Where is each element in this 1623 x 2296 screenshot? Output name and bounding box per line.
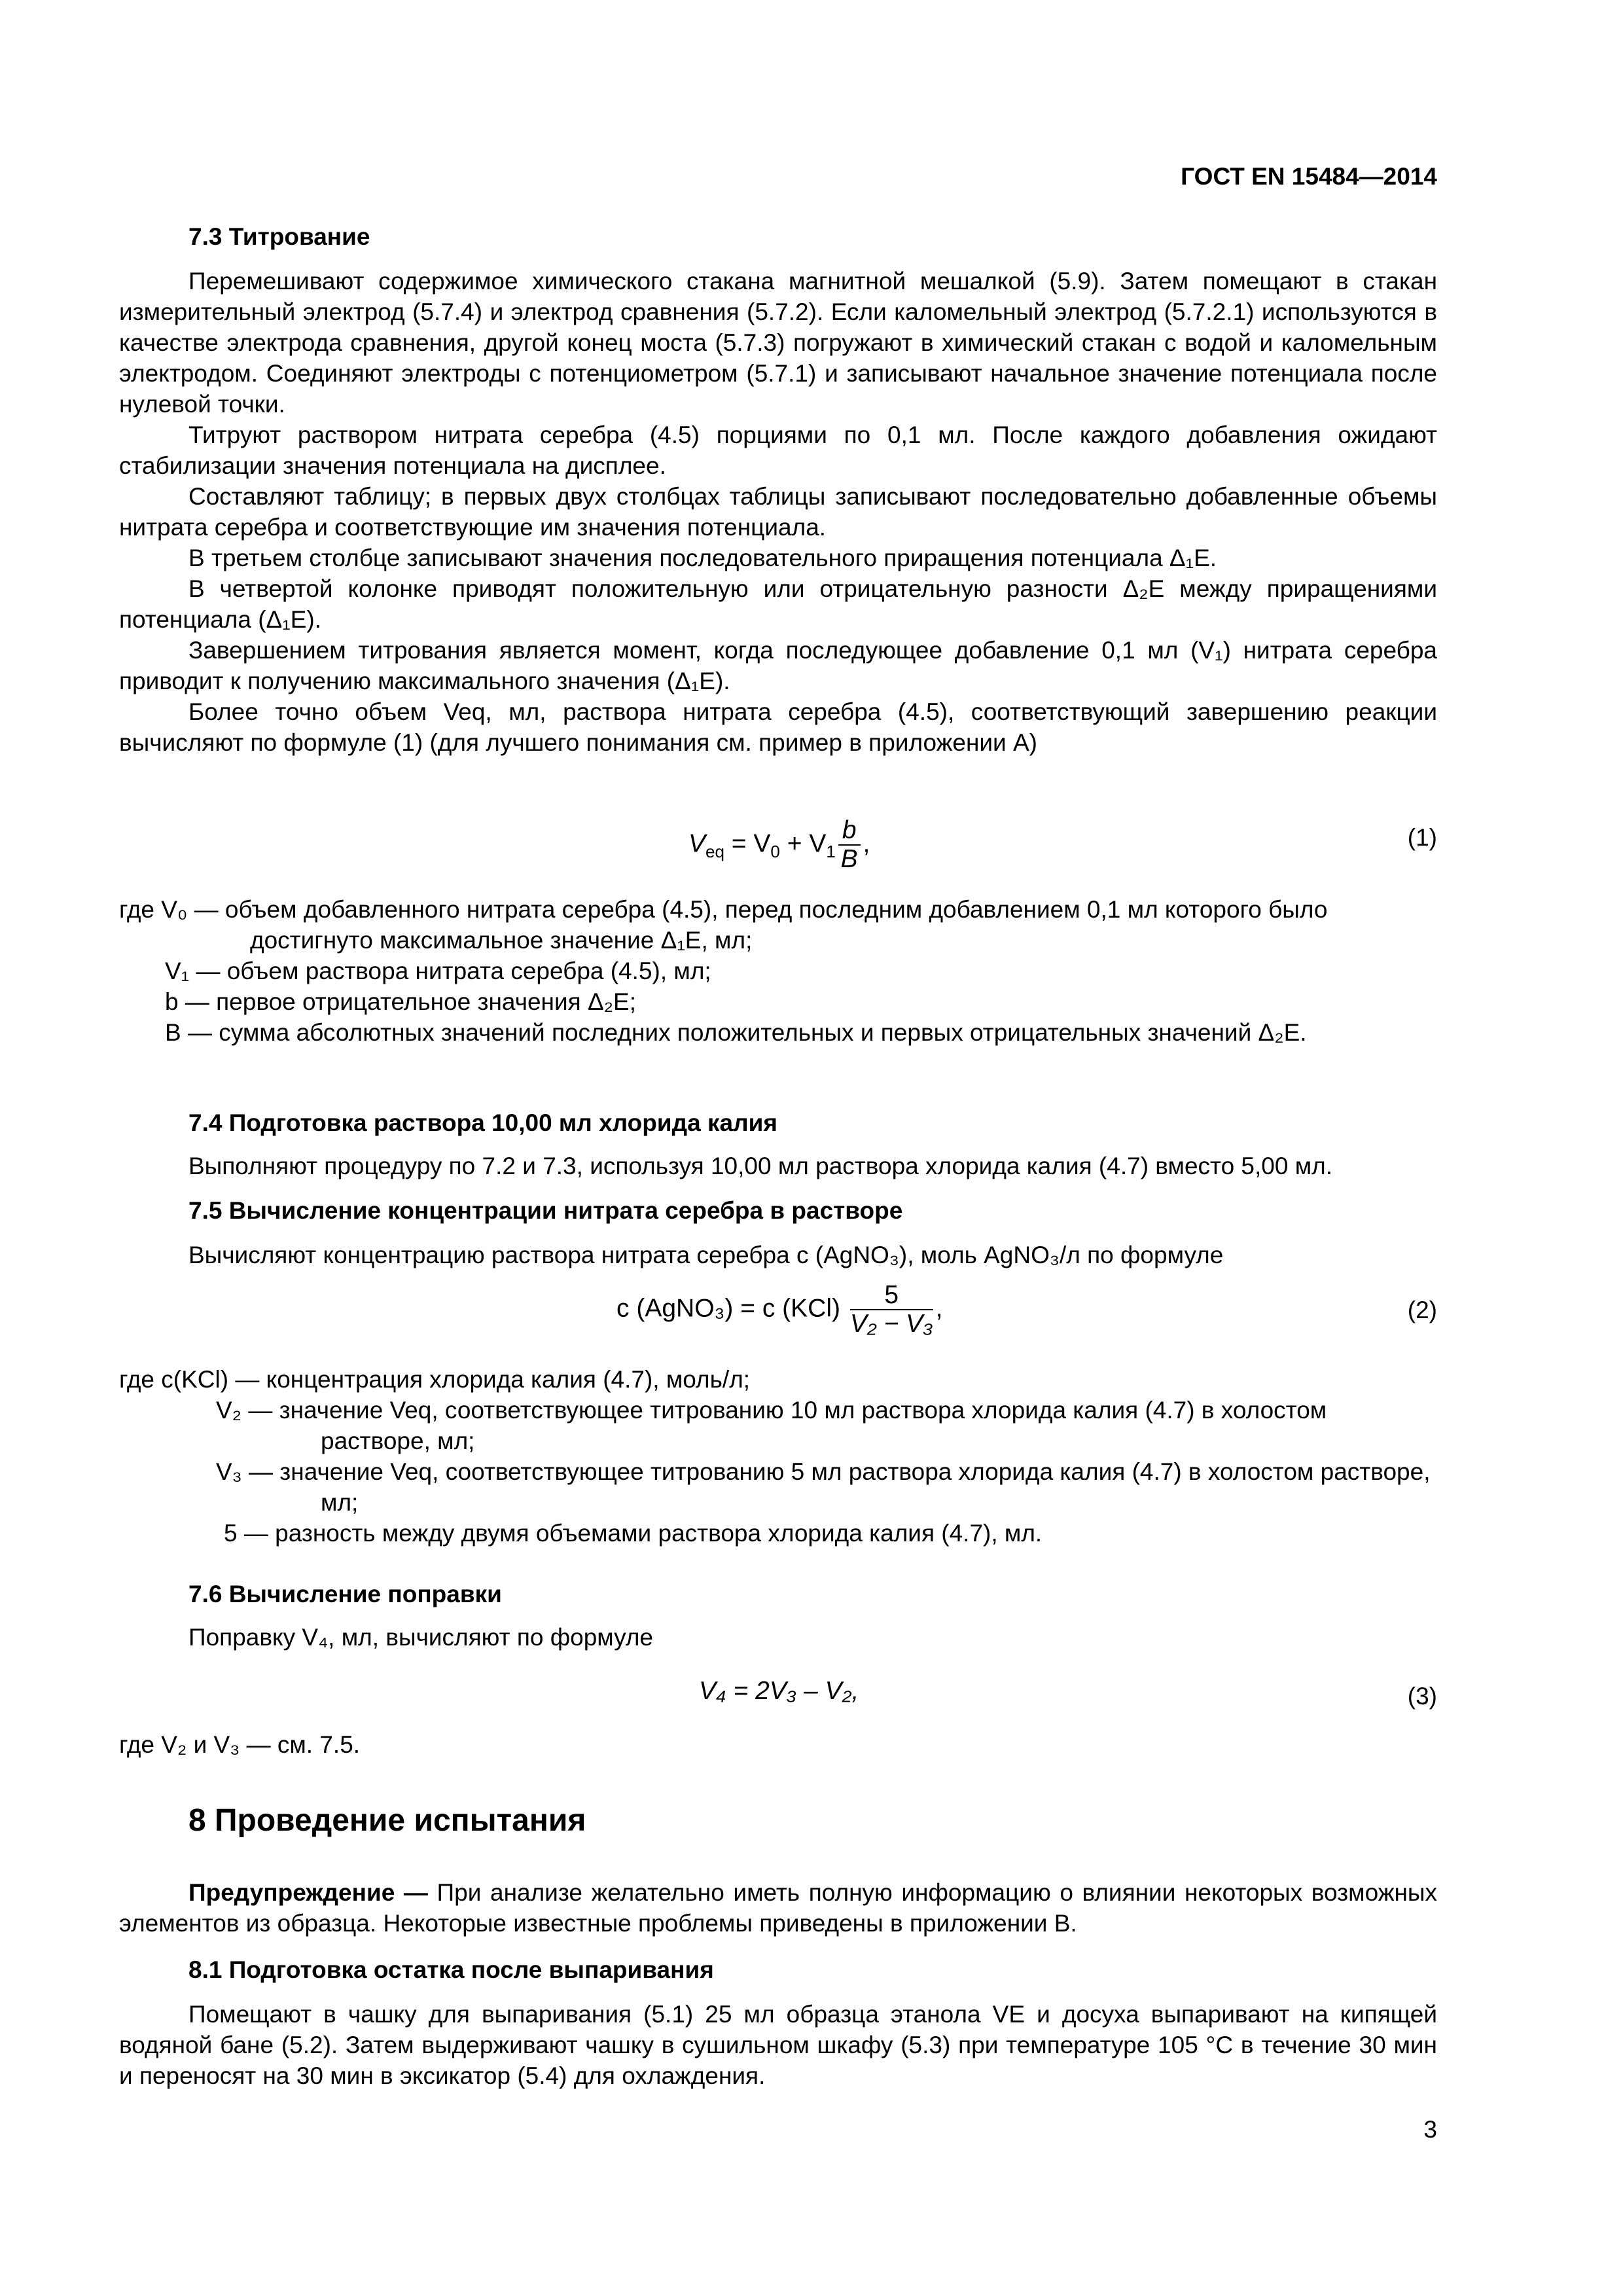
where-key: 5 [224,1520,238,1547]
paragraph: Завершением титрования является момент, когда последующее добавление 0,1 мл (V₁) нитрата серебра приводит к получению максимального значения (Δ₁E). [119,637,1437,694]
paragraph: Перемешивают содержимое химического стакана магнитной мешалкой (5.9). Затем помещают в стакан измерительный электрод (5.7.4) и электрод сравнения (5.7.2). Если каломельный электрод (5.7.2.1) используются в качестве электрода сравнения, другой конец моста (5.7.3) погружают в химический стакан с водой и каломельным электродом. Соединяют электроды с потенциометром (5.7.1) и записывают начальное значение потенциала после нулевой точки. [119,268,1437,418]
paragraph: Составляют таблицу; в первых двух столбцах таблицы записывают последовательно добавленные объемы нитрата серебра и соответствующие им значения потенциала. [119,483,1437,541]
eq2-lhs: c (AgNO₃) = c (KCl) [616,1294,840,1323]
formula-1 [119,817,1437,882]
paragraph: В четвертой колонке приводят положительную или отрицательную разности Δ₂E между приращениями потенциала (Δ₁E). [119,575,1437,633]
eq2-numerator: 5 [850,1282,933,1310]
where-text: — разность между двумя объемами раствора хлорида калия (4.7), мл. [243,1520,1043,1547]
section-7-6-title: 7.6 Вычисление поправки [188,1581,502,1607]
where-key: B [165,1019,181,1046]
where-item [119,894,1437,956]
where-key: где V₀ [119,896,188,923]
where-key: V₂ [216,1397,242,1424]
paragraph: Более точно объем Veq, мл, раствора нитрата серебра (4.5), соответствующий завершению реакции вычисляют по формуле (1) (для лучшего понимания см. пример в приложении А) [119,698,1437,756]
where-list-3: где V₂ и V₃ — см. 7.5. [119,1731,361,1758]
where-key: V₃ [216,1458,242,1485]
where-item [119,1518,1437,1549]
where-list-1 [119,894,1437,1048]
where-key: где c(KCl) [119,1366,229,1393]
eq1-fraction [838,817,861,873]
warning-text: При анализе желательно иметь полную информацию о влиянии некоторых возможных элементов из образца. Некоторые известные проблемы приведены в приложении В. [119,1879,1438,1937]
where-item [119,1456,1437,1518]
where-item [119,956,1437,986]
paragraph: В третьем столбце записывают значения последовательного приращения потенциала Δ₁E. [188,545,1217,571]
section-8-warning [119,1877,1437,1939]
where-text: — объем добавленного нитрата серебра (4.5), перед последним добавлением 0,1 мл которого было достигнуто максимальное значение Δ₁E, мл; [194,896,1328,954]
paragraph: Выполняют процедуру по 7.2 и 7.3, используя 10,00 мл раствора хлорида калия (4.7) вместо 5,00 мл. [188,1153,1333,1179]
eq2-fraction [850,1282,933,1338]
section-7-6-body [119,1622,1437,1653]
document-code-header: ГОСТ EN 15484—2014 [1181,163,1437,190]
formula-number: (2) [1407,1297,1437,1323]
where-key: b [165,988,179,1015]
where-text: — сумма абсолютных значений последних положительных и первых отрицательных значений Δ₂E. [187,1019,1307,1046]
section-8-1-body [119,1999,1437,2091]
eq2-denominator: V₂ − V₃ [849,1310,933,1338]
where-item [119,986,1437,1017]
paragraph: Вычисляют концентрацию раствора нитрата серебра c (AgNO₃), моль AgNO₃/л по формуле [188,1242,1224,1268]
section-8-1-title: 8.1 Подготовка остатка после выпаривания [188,1956,714,1983]
where-text: — объем раствора нитрата серебра (4.5), мл; [196,958,711,984]
section-7-3-body [119,266,1437,758]
where-item [119,1017,1437,1048]
paragraph: Помещают в чашку для выпаривания (5.1) 25 мл образца этанола VE и досуха выпаривают на кипящей водяной бане (5.2). Затем выдерживают чашку в сушильном шкафу (5.3) при температуре 105 °С в течение 30 мин и переносят на 30 мин в эксикатор (5.4) для охлаждения. [119,2001,1437,2089]
eq1-rhs2: + V [779,829,827,858]
section-7-4-title: 7.4 Подготовка раствора 10,00 мл хлорида калия [188,1109,777,1136]
eq1-rhs1-sub: 0 [770,842,780,862]
eq1-numerator: b [838,817,861,846]
paragraph: Поправку V₄, мл, вычисляют по формуле [188,1624,654,1651]
eq1-lhs-sub: eq [705,842,724,862]
eq1-denominator: B [840,845,858,873]
eq1-rhs1: = V [724,829,771,858]
section-7-3-title: 7.3 Титрование [188,223,370,250]
where-text: — концентрация хлорида калия (4.7), моль/л; [235,1366,751,1393]
section-8-title: 8 Проведение испытания [188,1803,586,1838]
where-list-2 [119,1364,1437,1549]
section-7-5-body [119,1240,1437,1270]
where-text: — значение Veq, соответствующее титрованию 5 мл раствора хлорида калия (4.7) в холостом растворе, мл; [249,1458,1431,1516]
eq3-expression: V₄ = 2V₃ – V₂, [699,1677,859,1705]
eq1-lhs: V [688,829,706,858]
formula-2 [119,1282,1437,1347]
where-text: — значение Veq, соответствующее титрованию 10 мл раствора хлорида калия (4.7) в холостом растворе, мл; [248,1397,1327,1454]
where-text: — первое отрицательное значения Δ₂E; [185,988,637,1015]
section-7-5-title: 7.5 Вычисление концентрации нитрата серебра в растворе [188,1197,903,1224]
warning-label: Предупреждение — [188,1879,428,1906]
where-item [119,1395,1437,1456]
eq1-rhs2-sub: 1 [826,842,836,862]
formula-number: (1) [1407,824,1437,851]
formula-number: (3) [1407,1683,1437,1710]
eq2-tail: , [935,1294,943,1323]
eq1-tail: , [863,829,870,858]
where-item [119,1364,1437,1395]
where-key: V₁ [165,958,190,984]
paragraph: Титруют раствором нитрата серебра (4.5) порциями по 0,1 мл. После каждого добавления ожидают стабилизации значения потенциала на дисплее. [119,422,1437,479]
section-7-4-body [119,1151,1437,1181]
page-number: 3 [1423,2116,1437,2143]
